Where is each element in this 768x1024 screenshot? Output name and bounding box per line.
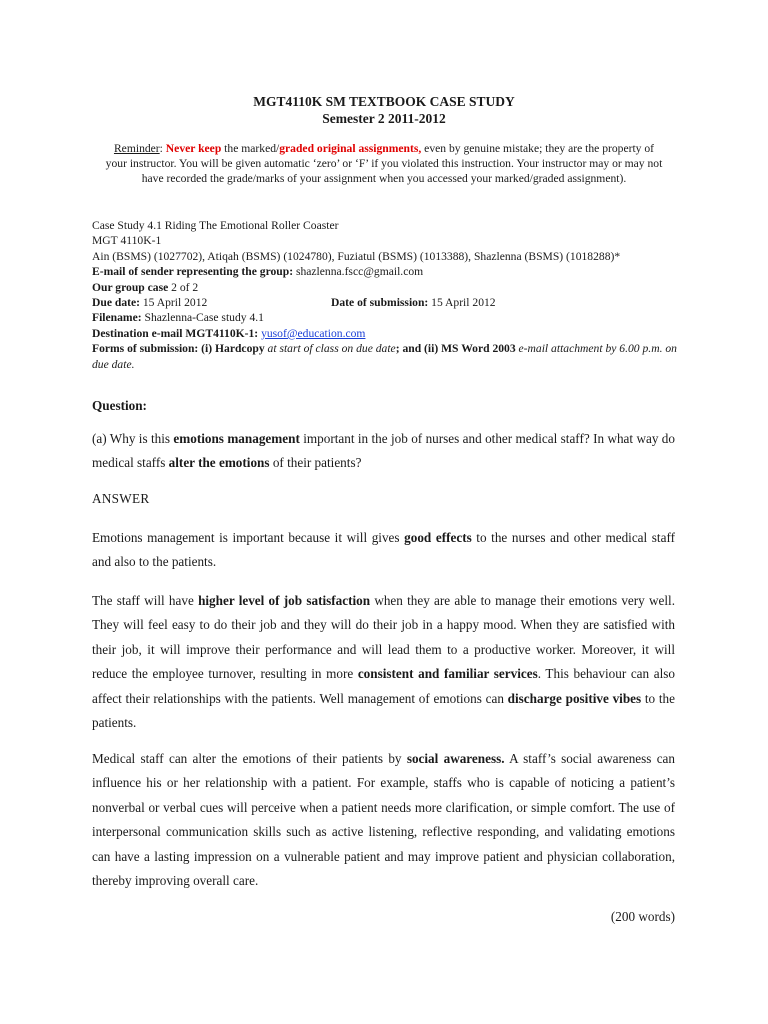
reminder-colon: :: [159, 142, 166, 155]
filename-label: Filename:: [92, 311, 142, 325]
answer-paragraph-2: [92, 589, 675, 735]
group-case-label: Our group case: [92, 280, 169, 294]
answer-p2-e: . This behaviour can also affect their relationships with the patients. Well management of emotions can: [92, 666, 675, 706]
group-case-line: [92, 280, 692, 295]
semester-subtitle: Semester 2 2011-2012: [322, 111, 446, 126]
sender-email-value: shazlenna.fscc@gmail.com: [293, 265, 424, 279]
answer-p1-c: to the nurses and other medical staff and also to the patients.: [92, 530, 675, 570]
destination-email-link[interactable]: yusof@education.com: [261, 326, 366, 340]
destination-email-label: Destination e-mail MGT4110K-1:: [92, 326, 259, 340]
sender-email-line: [92, 264, 692, 279]
case-study-line: Case Study 4.1 Riding The Emotional Roller Coaster: [92, 219, 339, 232]
submission-date-label: Date of submission:: [331, 296, 429, 310]
answer-p2-c: when they are able to manage their emotions very well. They will feel easy to do their job and they will do their job in a happy mood. When they are satisfied with their job, it will improve their performance and will lead them to a productive worker. Moreover, it will reduce the employee turnover, resulting in more: [92, 593, 676, 682]
dates-line: [92, 295, 692, 310]
word-count: (200 words): [610, 909, 675, 924]
filename-value: Shazlenna-Case study 4.1: [141, 311, 264, 325]
submission-info-block: [92, 218, 692, 372]
reminder-label: Reminder: [113, 142, 160, 155]
document-title: MGT4110K SM TEXTBOOK CASE STUDY: [253, 94, 515, 109]
answer-p1-bold: good effects: [404, 530, 472, 545]
submission-date-value: 15 April 2012: [428, 296, 496, 310]
question-part-2: important in the job of nurses and other medical staff? In what way do medical staffs: [92, 431, 675, 471]
due-date-value: 15 April 2012: [139, 296, 208, 310]
answer-paragraph-3: [92, 747, 675, 893]
course-code-line: MGT 4110K-1: [92, 234, 162, 248]
question-part-3: of their patients?: [269, 455, 362, 471]
answer-p2-a: The staff will have: [92, 593, 199, 608]
answer-p2-bold-3: discharge positive vibes: [507, 690, 642, 706]
forms-mid: ; and (ii) MS Word 2003: [395, 342, 516, 356]
reminder-text-1: the marked/: [221, 142, 280, 155]
never-keep-warning: Never keep: [165, 142, 222, 155]
submission-date: [331, 295, 496, 310]
answer-heading: ANSWER: [92, 491, 150, 506]
forms-email-when: e-mail attachment by 6.00 p.m. on due date.: [92, 342, 677, 371]
question-bold-2: alter the emotions: [168, 455, 270, 471]
answer-paragraph-1: [92, 526, 675, 575]
forms-of-submission-line: [92, 341, 692, 372]
question-heading: Question:: [92, 398, 147, 413]
answer-p1-a: Emotions management is important because it will gives: [92, 530, 405, 545]
due-date-label: Due date:: [92, 296, 140, 310]
destination-email-line: [92, 326, 692, 341]
question-text: [92, 427, 675, 476]
group-case-value: 2 of 2: [168, 280, 199, 294]
filename-line: [92, 310, 692, 325]
forms-hardcopy-when: at start of class on due date: [264, 342, 396, 356]
question-bold-1: emotions management: [173, 431, 300, 446]
answer-p3-bold: social awareness.: [406, 751, 505, 766]
answer-p2-bold-1: higher level of job satisfaction: [198, 593, 371, 608]
graded-assignments-warning: graded original assignments,: [279, 142, 422, 155]
group-members-line: Ain (BSMS) (1027702), Atiqah (BSMS) (1024780), Fuziatul (BSMS) (1013388), Shazlenna (BSMS) (1018288)*: [92, 249, 621, 263]
sender-email-label: E-mail of sender representing the group:: [92, 265, 294, 279]
forms-label: Forms of submission: (i) Hardcopy: [92, 342, 265, 356]
reminder-text-2: even by genuine mistake; they are the property of your instructor. You will be given automatic ‘zero’ or ‘F’ if you violated this instruction. Your instructor may or may not have recorded the grade/marks of your assignment when you accessed your marked/graded assignment).: [105, 142, 663, 185]
answer-p3-a: Medical staff can alter the emotions of their patients by: [92, 751, 407, 766]
answer-p2-g: to the patients.: [92, 690, 675, 731]
answer-p3-c: A staff’s social awareness can influence his or her relationship with a patient. For example, staffs who is capable of noticing a patient’s nonverbal or verbal cues will perceive when a patient needs more clarification, or simple comfort. The use of interpersonal communication skills such as active listening, reflective responding, and validating emotions can have a lasting impression on a vulnerable patient and may improve patient and physician collaboration, thereby improving overall care.: [92, 751, 675, 889]
reminder-notice: [104, 142, 664, 186]
answer-p2-bold-2: consistent and familiar services: [357, 666, 538, 682]
question-part-1: (a) Why is this: [92, 431, 174, 446]
